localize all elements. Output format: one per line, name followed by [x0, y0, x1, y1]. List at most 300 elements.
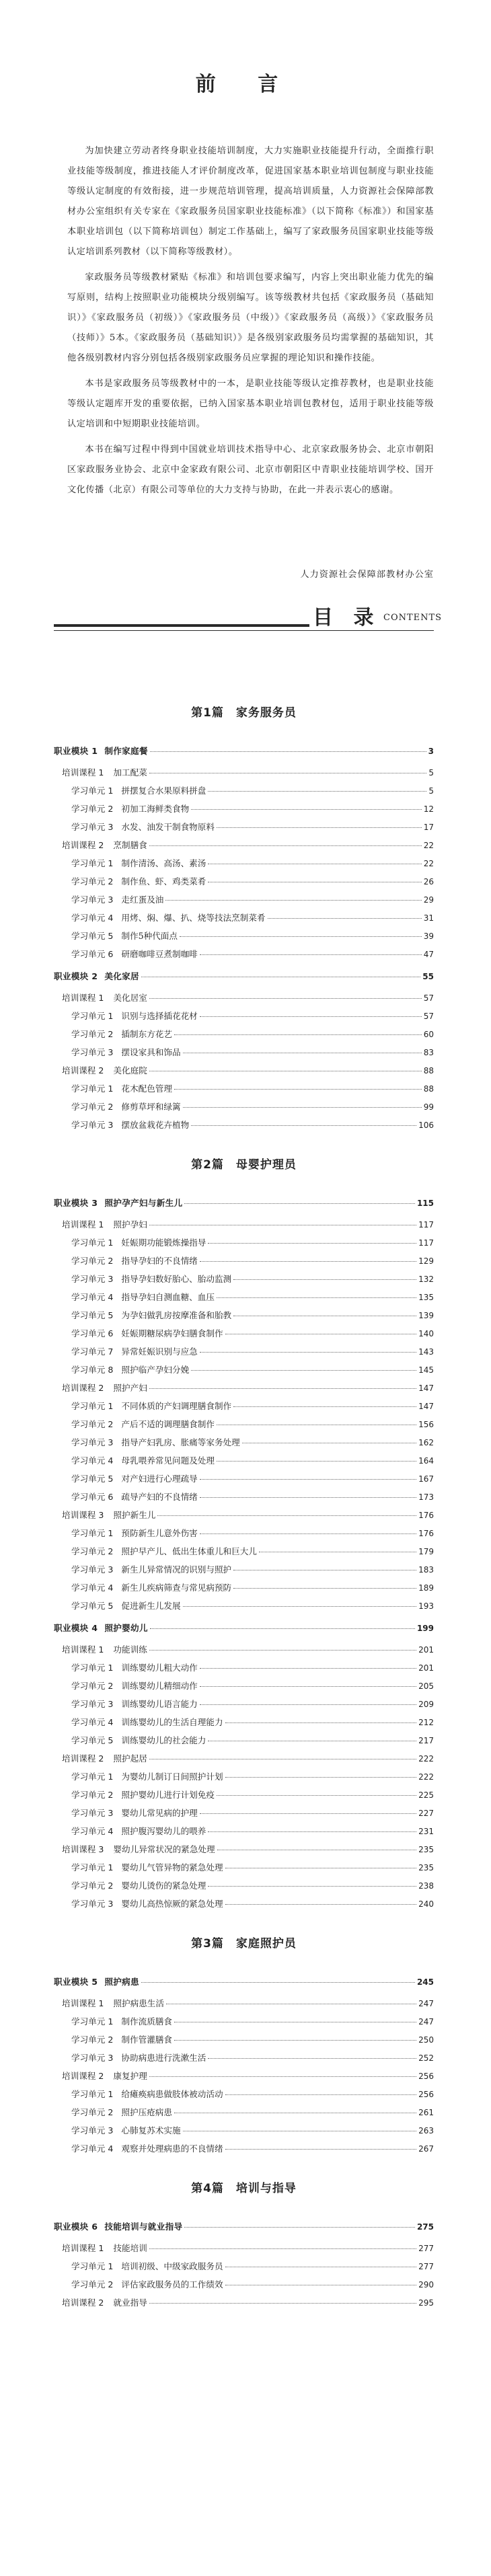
toc-entry-text: 制作流质膳食: [121, 2016, 172, 2026]
toc-entry-number: 职业模块 2: [54, 971, 98, 981]
toc-entry-number: 学习单元 2: [71, 1881, 114, 1891]
toc-entry-text: 新生儿疾病筛查与常见病预防: [121, 1583, 232, 1593]
toc-page-number: 31: [423, 913, 434, 923]
toc-entry-course[interactable]: [54, 1751, 434, 1770]
toc-page-number: 201: [418, 1663, 434, 1673]
toc-page-number: 106: [418, 1121, 434, 1130]
toc-entry-text: 观察并处理病患的不良情绪: [121, 2144, 223, 2154]
toc-entry-label: [62, 838, 147, 851]
toc-page-number: 212: [418, 1718, 434, 1727]
toc-entry-unit[interactable]: [54, 1399, 434, 1417]
toc-entry-unit[interactable]: [54, 911, 434, 929]
toc-entry-unit[interactable]: [54, 1697, 434, 1715]
toc-part-title: 第3篇 家庭照护员: [191, 1937, 297, 1950]
toc-entry-course[interactable]: [54, 838, 434, 856]
toc-entry-unit[interactable]: [54, 874, 434, 893]
toc-page-number: 217: [418, 1736, 434, 1745]
toc-entry-unit[interactable]: [54, 1788, 434, 1806]
toc-entry-unit[interactable]: [54, 1715, 434, 1733]
toc-entry-text: 训练婴幼儿的社会能力: [121, 1735, 206, 1745]
toc-leader-dots: [174, 1089, 422, 1090]
toc-entry-label: [71, 2105, 172, 2118]
preface-paragraph: 家政服务员等级教材紧贴《标准》和培训包要求编写，内容上突出职业能力优先的编写原则，结构上按照职业功能模块分级别编写。该等级教材共包括《家政服务员（基础知识）》《家政服务员（初级）》《家政服务员（中级）》《家政服务员（高级）》《家政服务员（技师）》5本。《家政服务员（基础知识）》是各级别家政服务员均需掌握的基础知识，其他各级别教材内容分别包括各级别家政服务员应掌握的理论知识和操作技能。: [67, 272, 434, 363]
toc-entry-label: [71, 2087, 223, 2100]
toc-entry-course[interactable]: [54, 765, 434, 784]
toc-leader-dots: [184, 2227, 415, 2228]
toc-entry-unit[interactable]: [54, 1824, 434, 1842]
toc-leader-dots: [191, 1125, 416, 1126]
toc-entry-number: 学习单元 5: [71, 1735, 114, 1745]
toc-page-number: 147: [418, 1384, 434, 1393]
toc-entry-unit[interactable]: [54, 1679, 434, 1697]
toc-leader-dots: [200, 1497, 416, 1498]
toc-page-number: 189: [418, 1583, 434, 1593]
toc-entry-unit[interactable]: [54, 1009, 434, 1027]
toc-entry-text: 水发、油发干制食物原料: [121, 822, 215, 832]
toc-entry-unit[interactable]: [54, 802, 434, 820]
toc-entry-unit[interactable]: [54, 893, 434, 911]
toc-entry-course[interactable]: [54, 1063, 434, 1082]
toc-entry-label: [71, 2259, 223, 2272]
toc-page-number: 240: [418, 1899, 434, 1909]
toc-entry-number: 学习单元 5: [71, 1601, 114, 1611]
toc-page-number: 162: [418, 1438, 434, 1447]
toc-entry-number: 学习单元 1: [71, 786, 114, 796]
toc-entry-unit[interactable]: [54, 1490, 434, 1508]
toc-entry-text: 为孕妇做乳房按摩准备和胎教: [121, 1310, 232, 1320]
toc-entry-label: [71, 1490, 198, 1503]
toc-entry-label: [71, 2033, 172, 2045]
toc-entry-number: 学习单元 1: [71, 1772, 114, 1782]
toc-entry-number: 培训课程 1: [62, 767, 104, 778]
toc-entry-unit[interactable]: [54, 820, 434, 838]
toc-page-number: 295: [418, 2298, 434, 2308]
toc-entry-number: 培训课程 1: [62, 993, 104, 1003]
toc-entry-text: 研磨咖啡豆煮制咖啡: [121, 949, 198, 959]
toc-entry-module[interactable]: [54, 969, 434, 991]
toc-entry-number: 职业模块 3: [54, 1198, 98, 1208]
toc-entry-label: [62, 1842, 215, 1855]
toc-page-number: 5: [428, 786, 434, 796]
toc-entry-label: [71, 802, 189, 815]
toc-page-number: 132: [418, 1275, 434, 1284]
toc-page-number: 164: [418, 1456, 434, 1466]
toc-page-number: 277: [418, 2262, 434, 2271]
toc-title: 目 录: [313, 606, 381, 630]
toc-entry-number: 学习单元 2: [71, 2279, 114, 2289]
toc-entry-unit[interactable]: [54, 1562, 434, 1581]
toc-entry-number: 学习单元 1: [71, 1011, 114, 1021]
toc-entry-unit[interactable]: [54, 1806, 434, 1824]
toc-entry-number: 学习单元 3: [71, 1899, 114, 1909]
toc-entry-label: [54, 1196, 182, 1209]
toc-page-number: 227: [418, 1809, 434, 1818]
toc-entry-text: 拼摆复合水果原料拼盘: [121, 786, 206, 796]
toc-entry-unit[interactable]: [54, 1599, 434, 1617]
toc-entry-unit[interactable]: [54, 1326, 434, 1344]
toc-entry-text: 制作鱼、虾、鸡类菜肴: [121, 876, 206, 886]
toc-entry-number: 培训课程 2: [62, 1065, 104, 1075]
toc-entry-course[interactable]: [54, 991, 434, 1009]
toc-entry-unit[interactable]: [54, 2087, 434, 2105]
toc-entry-unit[interactable]: [54, 2123, 434, 2142]
toc-entry-label: [71, 947, 198, 960]
toc-entry-text: 美化居室: [113, 993, 147, 1003]
toc-page-number: 193: [418, 1601, 434, 1611]
toc-entry-text: 加工配菜: [113, 767, 147, 778]
toc-entry-unit[interactable]: [54, 1897, 434, 1915]
toc-leader-dots: [180, 936, 422, 937]
toc-entry-text: 促进新生儿发展: [121, 1601, 181, 1611]
toc-entry-unit[interactable]: [54, 1308, 434, 1326]
toc-page-number: 222: [418, 1772, 434, 1782]
toc-leader-dots: [183, 1107, 422, 1108]
toc-entry-label: [71, 1326, 223, 1339]
toc-entry-unit[interactable]: [54, 1363, 434, 1381]
toc-entry-course[interactable]: [54, 1842, 434, 1860]
toc-page-number: 83: [423, 1048, 434, 1057]
toc-entry-number: 职业模块 1: [54, 746, 98, 756]
toc-page-number: 140: [418, 1329, 434, 1338]
toc-entry-text: 插制东方花艺: [121, 1029, 172, 1039]
toc-leader-dots: [200, 1704, 416, 1705]
toc-entry-unit[interactable]: [54, 1272, 434, 1290]
toc-leader-dots: [217, 1297, 416, 1298]
preface-paragraph: 本书在编写过程中得到中国就业培训技术指导中心、北京家政服务协会、北京市朝阳区家政服务业协会、北京中金家政有限公司、北京市朝阳区中青职业技能培训学校、国开文化传播（北京）有限公司等单位的大力支持与协助，在此一并表示衷心的感谢。: [67, 445, 434, 495]
toc-entry-label: [71, 1562, 231, 1575]
toc-entry-text: 摆放盆栽花卉植物: [121, 1120, 190, 1130]
toc-entry-unit[interactable]: [54, 1027, 434, 1045]
toc-leader-dots: [149, 2303, 416, 2304]
toc-entry-text: 婴幼儿气管异物的紧急处理: [121, 1862, 223, 1872]
toc-entry-course[interactable]: [54, 1508, 434, 1526]
toc-leader-dots: [174, 1034, 422, 1035]
toc-page-number: 117: [418, 1238, 434, 1248]
toc-entry-course[interactable]: [54, 2241, 434, 2259]
toc-entry-unit[interactable]: [54, 1879, 434, 1897]
toc-entry-number: 学习单元 1: [71, 1401, 114, 1411]
toc-entry-unit[interactable]: [54, 1733, 434, 1751]
toc-entry-module[interactable]: [54, 744, 434, 765]
toc-leader-dots: [150, 751, 426, 752]
toc-entry-course[interactable]: [54, 2069, 434, 2087]
toc-page-number: 17: [423, 823, 434, 832]
toc-entry-label: [71, 1272, 231, 1285]
toc-leader-dots: [200, 1016, 422, 1017]
toc-entry-number: 学习单元 7: [71, 1347, 114, 1357]
toc-page-number: 117: [418, 1220, 434, 1229]
toc-entry-unit[interactable]: [54, 1118, 434, 1136]
toc-page-number: 29: [423, 895, 434, 905]
toc-entry-label: [71, 820, 215, 833]
toc-entry-number: 学习单元 1: [71, 2089, 114, 2099]
toc-entry-label: [62, 2241, 147, 2254]
toc-entry-label: [71, 1045, 181, 1058]
toc-entry-text: 妊娠期糖尿病孕妇膳食制作: [121, 1328, 223, 1338]
toc-entry-number: 学习单元 6: [71, 1328, 114, 1338]
toc-entry-label: [71, 1581, 231, 1593]
preface-paragraph: 本书是家政服务员等级教材中的一本，是职业技能等级认定推荐教材，也是职业技能等级认定题库开发的重要依据，已纳入国家基本职业培训包教材包，适用于职业技能等级认定培训和中短期职业技能培训。: [67, 379, 434, 429]
toc-entry-text: 预防新生儿意外伤害: [121, 1528, 198, 1538]
toc-entry-unit[interactable]: [54, 1860, 434, 1879]
toc-leader-dots: [184, 1203, 415, 1204]
toc-entry-unit[interactable]: [54, 2033, 434, 2051]
toc-entry-number: 学习单元 2: [71, 1790, 114, 1800]
toc-entry-text: 培训初级、中级家政服务员: [121, 2261, 223, 2271]
toc-entry-label: [71, 1733, 206, 1746]
toc-entry-unit[interactable]: [54, 2105, 434, 2123]
toc-entry-unit[interactable]: [54, 1417, 434, 1435]
toc-page-number: 277: [418, 2244, 434, 2253]
toc-page-number: 88: [423, 1084, 434, 1094]
toc-entry-number: 培训课程 1: [62, 1998, 104, 2008]
toc-leader-dots: [208, 1831, 416, 1832]
toc-entry-label: [54, 1975, 139, 1987]
toc-leader-dots: [233, 1588, 416, 1589]
toc-entry-label: [71, 1100, 181, 1112]
toc-header-rule: [54, 624, 309, 627]
toc-entry-label: [71, 1788, 215, 1801]
toc-leader-dots: [200, 1668, 416, 1669]
toc-entry-number: 学习单元 1: [71, 2261, 114, 2271]
toc-entry-number: 学习单元 4: [71, 913, 114, 923]
toc-leader-dots: [200, 1533, 416, 1534]
toc-entry-label: [71, 1472, 198, 1484]
toc-page-number: 12: [423, 804, 434, 814]
toc-entry-text: 照护新生儿: [113, 1510, 156, 1520]
toc-entry-number: 学习单元 1: [71, 2016, 114, 2026]
toc-entry-text: 技能培训: [113, 2243, 147, 2253]
toc-entry-text: 婴幼儿常见病的护理: [121, 1808, 198, 1818]
toc-entry-text: 功能训练: [113, 1644, 147, 1655]
toc-leader-dots: [150, 1628, 415, 1629]
toc-entry-number: 学习单元 4: [71, 1583, 114, 1593]
toc-entry-label: [71, 1363, 189, 1375]
toc-entry-text: 不同体质的产妇调理膳食制作: [121, 1401, 232, 1411]
toc-page-number: 209: [418, 1700, 434, 1709]
toc-entry-text: 初加工海鲜类食物: [121, 804, 190, 814]
toc-entry-number: 学习单元 5: [71, 931, 114, 941]
toc-entry-text: 花木配色管理: [121, 1084, 172, 1094]
toc-leader-dots: [149, 2248, 416, 2249]
toc-entry-label: [71, 1824, 206, 1837]
toc-entry-course[interactable]: [54, 1642, 434, 1661]
toc-entry-text: 照护孕妇: [113, 1219, 147, 1229]
toc-entry-number: 学习单元 3: [71, 1274, 114, 1284]
toc-leader-dots: [233, 1406, 416, 1407]
toc-entry-text: 指导孕妇的不良情绪: [121, 1256, 198, 1266]
toc-page-number: 183: [418, 1565, 434, 1575]
toc-entry-number: 学习单元 3: [71, 1699, 114, 1709]
toc-entry-unit[interactable]: [54, 1344, 434, 1363]
toc-entry-text: 就业指导: [113, 2298, 147, 2308]
toc-page-number: 205: [418, 1681, 434, 1691]
toc-entry-number: 学习单元 3: [71, 2125, 114, 2135]
toc-page-number: 55: [422, 972, 434, 981]
toc-entry-unit[interactable]: [54, 1236, 434, 1254]
toc-entry-number: 学习单元 5: [71, 1310, 114, 1320]
toc-entry-unit[interactable]: [54, 1770, 434, 1788]
toc-entry-course[interactable]: [54, 1996, 434, 2014]
toc-entry-unit[interactable]: [54, 784, 434, 802]
toc-entry-label: [71, 929, 178, 942]
toc-page-number: 60: [423, 1030, 434, 1039]
toc-entry-number: 学习单元 2: [71, 1256, 114, 1266]
toc-entry-course[interactable]: [54, 2296, 434, 2314]
toc-leader-dots: [200, 1813, 416, 1814]
toc-entry-unit[interactable]: [54, 1082, 434, 1100]
toc-entry-unit[interactable]: [54, 2259, 434, 2277]
toc-entry-label: [71, 1027, 172, 1040]
toc-entry-course[interactable]: [54, 1217, 434, 1236]
toc-entry-text: 照护产妇: [113, 1383, 147, 1393]
toc-entry-label: [62, 1063, 147, 1076]
toc-leader-dots: [208, 2058, 416, 2059]
toc-entry-text: 训练婴幼儿的生活自理能力: [121, 1717, 223, 1727]
toc-leader-dots: [233, 1279, 416, 1280]
toc-entry-number: 培训课程 2: [62, 1753, 104, 1764]
toc-page-number: 222: [418, 1754, 434, 1764]
toc-header-underline: [54, 630, 434, 631]
toc-page-number: 39: [423, 932, 434, 941]
toc-entry-text: 对产妇进行心理疏导: [121, 1474, 198, 1484]
toc-entry-text: 制作家庭餐: [104, 746, 148, 756]
toc-leader-dots: [217, 1795, 416, 1796]
toc-page-number: 261: [418, 2108, 434, 2117]
toc-entry-label: [71, 1435, 240, 1448]
toc-entry-module[interactable]: [54, 1621, 434, 1642]
toc-entry-label: [71, 1806, 198, 1819]
toc-body: [54, 703, 434, 2314]
toc-leader-dots: [208, 1243, 416, 1244]
toc-entry-label: [71, 1697, 198, 1710]
toc-entry-unit[interactable]: [54, 1254, 434, 1272]
toc-part-title: 第2篇 母婴护理员: [191, 1158, 297, 1172]
toc-entry-text: 训练婴幼儿精细动作: [121, 1681, 198, 1691]
toc-entry-module[interactable]: [54, 1196, 434, 1217]
toc-entry-label: [71, 856, 206, 869]
toc-entry-text: 照护婴幼儿进行计划免疫: [121, 1790, 215, 1800]
toc-entry-text: 走红蛋及油: [121, 895, 164, 905]
toc-part-title: 第1篇 家务服务员: [191, 706, 297, 720]
toc-entry-number: 学习单元 1: [71, 1528, 114, 1538]
toc-entry-label: [71, 1860, 223, 1873]
toc-entry-number: 学习单元 2: [71, 2035, 114, 2045]
toc-entry-unit[interactable]: [54, 947, 434, 965]
toc-entry-unit[interactable]: [54, 1581, 434, 1599]
toc-entry-unit[interactable]: [54, 2051, 434, 2069]
toc-header: [0, 601, 491, 641]
toc-entry-unit[interactable]: [54, 2277, 434, 2296]
toc-page-number: 247: [418, 2017, 434, 2026]
toc-leader-dots: [200, 1261, 416, 1262]
toc-entry-label: [62, 991, 147, 1003]
toc-leader-dots: [200, 1479, 416, 1480]
toc-entry-text: 修剪草坪和绿篱: [121, 1102, 181, 1112]
toc-entry-label: [71, 911, 266, 923]
toc-leader-dots: [225, 2149, 417, 2150]
toc-entry-module[interactable]: [54, 2220, 434, 2241]
toc-entry-number: 学习单元 4: [71, 1292, 114, 1302]
toc-entry-unit[interactable]: [54, 1453, 434, 1472]
toc-entry-unit[interactable]: [54, 1100, 434, 1118]
toc-entry-label: [71, 1599, 181, 1612]
toc-page-number: 256: [418, 2072, 434, 2081]
toc-entry-unit[interactable]: [54, 1045, 434, 1063]
toc-entry-text: 照护起居: [113, 1753, 147, 1764]
toc-entry-number: 学习单元 2: [71, 1029, 114, 1039]
toc-entry-unit[interactable]: [54, 1472, 434, 1490]
toc-entry-text: 妊娠期功能锻炼操指导: [121, 1238, 206, 1248]
toc-entry-number: 学习单元 3: [71, 1437, 114, 1447]
toc-entry-label: [71, 2051, 206, 2063]
toc-leader-dots: [141, 1982, 415, 1983]
toc-entry-module[interactable]: [54, 1975, 434, 1996]
toc-entry-unit[interactable]: [54, 929, 434, 947]
toc-entry-unit[interactable]: [54, 1526, 434, 1544]
toc-page-number: 267: [418, 2144, 434, 2154]
toc-entry-text: 协助病患进行洗漱生活: [121, 2053, 206, 2063]
preface-body: [67, 141, 434, 506]
toc-entry-course[interactable]: [54, 1381, 434, 1399]
toc-entry-unit[interactable]: [54, 856, 434, 874]
toc-page-number: 176: [418, 1511, 434, 1520]
toc-entry-number: 学习单元 1: [71, 1084, 114, 1094]
toc-entry-unit[interactable]: [54, 1661, 434, 1679]
toc-entry-text: 指导产妇乳房、胀痛等家务处理: [121, 1437, 240, 1447]
toc-page-number: 5: [428, 768, 434, 778]
toc-entry-label: [71, 2014, 172, 2027]
toc-page-number: 179: [418, 1547, 434, 1556]
toc-entry-label: [71, 2142, 223, 2154]
toc-entry-text: 评估家政服务员的工作绩效: [121, 2279, 223, 2289]
toc-page-number: 115: [416, 1199, 434, 1208]
toc-entry-label: [62, 1996, 164, 2009]
toc-entry-number: 培训课程 1: [62, 1219, 104, 1229]
toc-entry-unit[interactable]: [54, 2014, 434, 2033]
toc-leader-dots: [200, 1686, 416, 1687]
toc-page-number: 135: [418, 1293, 434, 1302]
toc-entry-text: 康复护理: [113, 2071, 147, 2081]
toc-part-title: 第4篇 培训与指导: [191, 2182, 297, 2195]
toc-entry-text: 心肺复苏术实施: [121, 2125, 181, 2135]
toc-leader-dots: [149, 998, 422, 999]
toc-entry-unit[interactable]: [54, 1435, 434, 1453]
toc-leader-dots: [149, 1650, 416, 1651]
toc-entry-label: [71, 1118, 189, 1131]
toc-page-number: 57: [423, 1012, 434, 1021]
toc-page-number: 245: [416, 1977, 434, 1987]
toc-leader-dots: [208, 791, 426, 792]
toc-entry-unit[interactable]: [54, 1544, 434, 1562]
toc-entry-label: [71, 893, 163, 905]
toc-entry-text: 为婴幼儿制订日间照护计划: [121, 1772, 223, 1782]
toc-entry-text: 照护早产儿、低出生体重儿和巨大儿: [121, 1546, 257, 1556]
toc-leader-dots: [268, 918, 422, 919]
preface-title: 前 言: [195, 73, 296, 96]
toc-entry-number: 培训课程 2: [62, 2298, 104, 2308]
toc-page-number: 201: [418, 1645, 434, 1655]
toc-entry-label: [71, 1879, 206, 1891]
toc-entry-unit[interactable]: [54, 1290, 434, 1308]
toc-entry-text: 照护婴幼儿: [104, 1623, 148, 1633]
toc-leader-dots: [157, 1515, 416, 1516]
toc-entry-text: 婴幼儿烫伤的紧急处理: [121, 1881, 206, 1891]
toc-leader-dots: [149, 845, 422, 846]
toc-entry-number: 学习单元 1: [71, 1862, 114, 1872]
toc-leader-dots: [174, 2040, 416, 2041]
toc-entry-unit[interactable]: [54, 2142, 434, 2160]
